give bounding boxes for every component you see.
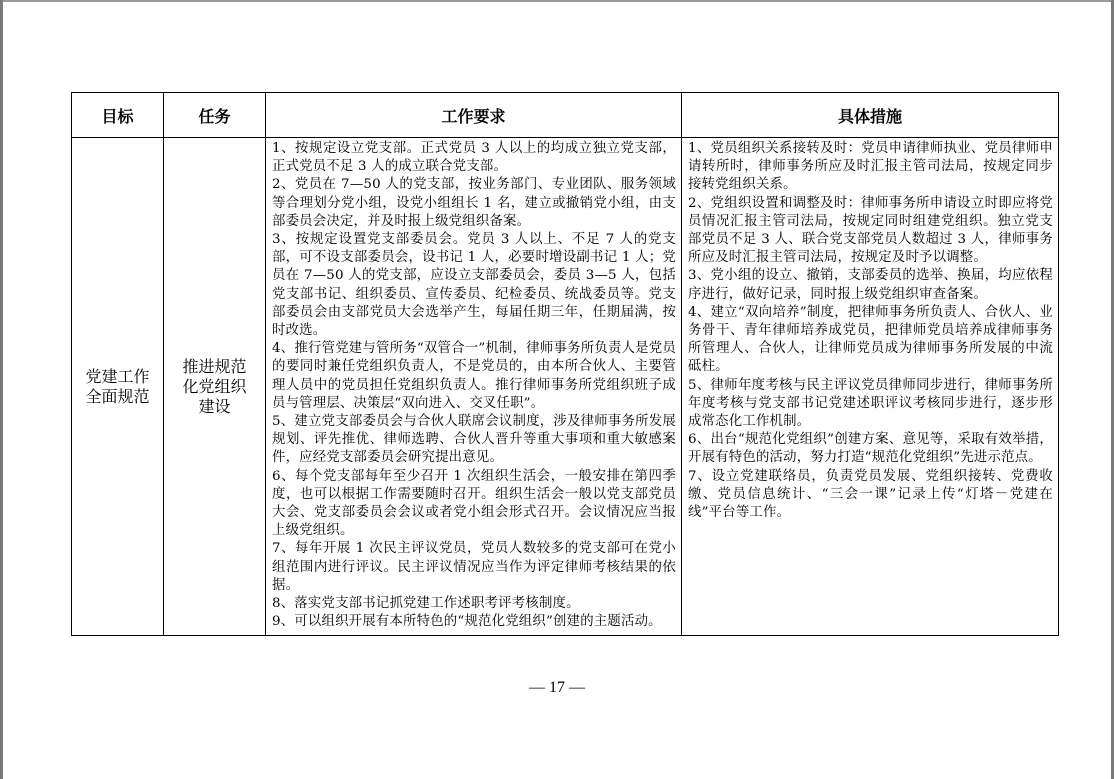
task-line: 推进规范 [182, 356, 247, 376]
requirements-cell [266, 138, 682, 636]
requirement-item: 2、党员在 7—50 人的党支部，按业务部门、专业团队、服务领域等合理划分党小组，设党小组组长 1 名，建立或撤销党小组，由支部委员会决定，并及时报上级党组织备案。 [272, 177, 676, 229]
requirement-item: 9、可以组织开展有本所特色的“规范化党组织”创建的主题活动。 [272, 614, 662, 630]
table-row [72, 138, 1059, 636]
requirement-item: 7、每年开展 1 次民主评议党员，党员人数较多的党支部可在党小组范围内进行评议。民主评议情况应当作为评定律师考核结果的依据。 [272, 541, 676, 593]
measures-cell [682, 138, 1059, 636]
task-cell [164, 138, 266, 636]
measure-item: 6、出台“规范化党组织”创建方案、意见等，采取有效举措，开展有特色的活动，努力打造“规范化党组织”先进示范点。 [688, 432, 1053, 466]
page-top-edge [0, 0, 1114, 2]
requirement-item: 4、推行管党建与管所务“双管合一”机制，律师事务所负责人是党员的要同时兼任党组织负责人，不是党员的，由本所合伙人、主要管理人员中的党员担任党组织负责人。推行律师事务所党组织班子成员与管理层、决策层“双向进入、交叉任职”。 [272, 341, 676, 411]
table-header-row [72, 93, 1059, 138]
requirement-item: 3、按规定设置党支部委员会。党员 3 人以上、不足 7 人的党支部，可不设支部委员会，设书记 1 人，必要时增设副书记 1 人；党员在 7—50 人的党支部，应设立支部委员会，委员 3—5 人，包括党支部书记、组织委员、宣传委员、纪检委员、统战委员等。党支部委员会由支部党员大会选举产生，每届任期三年，任期届满，按时改选。 [272, 232, 676, 339]
page-left-edge [0, 0, 3, 779]
requirement-item: 6、每个党支部每年至少召开 1 次组织生活会，一般安排在第四季度，也可以根据工作需要随时召开。组织生活会一般以党支部党员大会、党支部委员会会议或者党小组会形式召开。会议情况应当报上级党组织。 [272, 468, 676, 539]
requirement-item: 8、落实党支部书记抓党建工作述职考评考核制度。 [272, 596, 580, 612]
measure-item: 5、律师年度考核与民主评议党员律师同步进行，律师事务所年度考核与党支部书记党建述职评议考核同步进行，逐步形成常态化工作机制。 [688, 377, 1053, 430]
goal-line: 党建工作 [85, 366, 150, 386]
task-line: 建设 [198, 396, 231, 416]
header-task: 任务 [164, 93, 266, 138]
page-number: — 17 — [529, 679, 585, 696]
header-requirements: 工作要求 [266, 93, 682, 138]
measure-item: 2、党组织设置和调整及时：律师事务所申请设立时即应将党员情况汇报主管司法局，按规定同时组建党组织。独立党支部党员不足 3 人、联合党支部党员人数超过 3 人，律师事务所应及时汇报主管司法局，按规定及时予以调整。 [688, 195, 1053, 266]
task-line: 化党组织 [182, 376, 247, 396]
header-goal: 目标 [72, 93, 164, 138]
requirement-item: 1、按规定设立党支部。正式党员 3 人以上的均成立独立党支部，正式党员不足 3 人的成立联合党支部。 [272, 141, 676, 175]
requirement-item: 5、建立党支部委员会与合伙人联席会议制度，涉及律师事务所发展规划、评先推优、律师选聘、合伙人晋升等重大事项和重大敏感案件，应经党支部委员会研究提出意见。 [272, 414, 676, 466]
goal-line: 全面规范 [85, 386, 150, 406]
measure-item: 4、建立“双向培养”制度，把律师事务所负责人、合伙人、业务骨干、青年律师培养成党员，把律师党员培养成律师事务所管理人、合伙人，让律师党员成为律师事务所发展的中流砥柱。 [688, 304, 1053, 375]
header-measures: 具体措施 [682, 93, 1059, 138]
work-requirements-table [71, 92, 1059, 636]
measure-item: 7、设立党建联络员，负责党员发展、党组织接转、党费收缴、党员信息统计、“三会一课”记录上传“灯塔－党建在线”平台等工作。 [688, 468, 1053, 521]
measure-item: 1、党员组织关系接转及时：党员申请律师执业、党员律师申请转所时，律师事务所应及时汇报主管司法局，按规定同步接转党组织关系。 [688, 141, 1053, 193]
measure-item: 3、党小组的设立、撤销，支部委员的选举、换届，均应依程序进行，做好记录，同时报上级党组织审查备案。 [688, 268, 1053, 302]
goal-cell [72, 138, 164, 636]
